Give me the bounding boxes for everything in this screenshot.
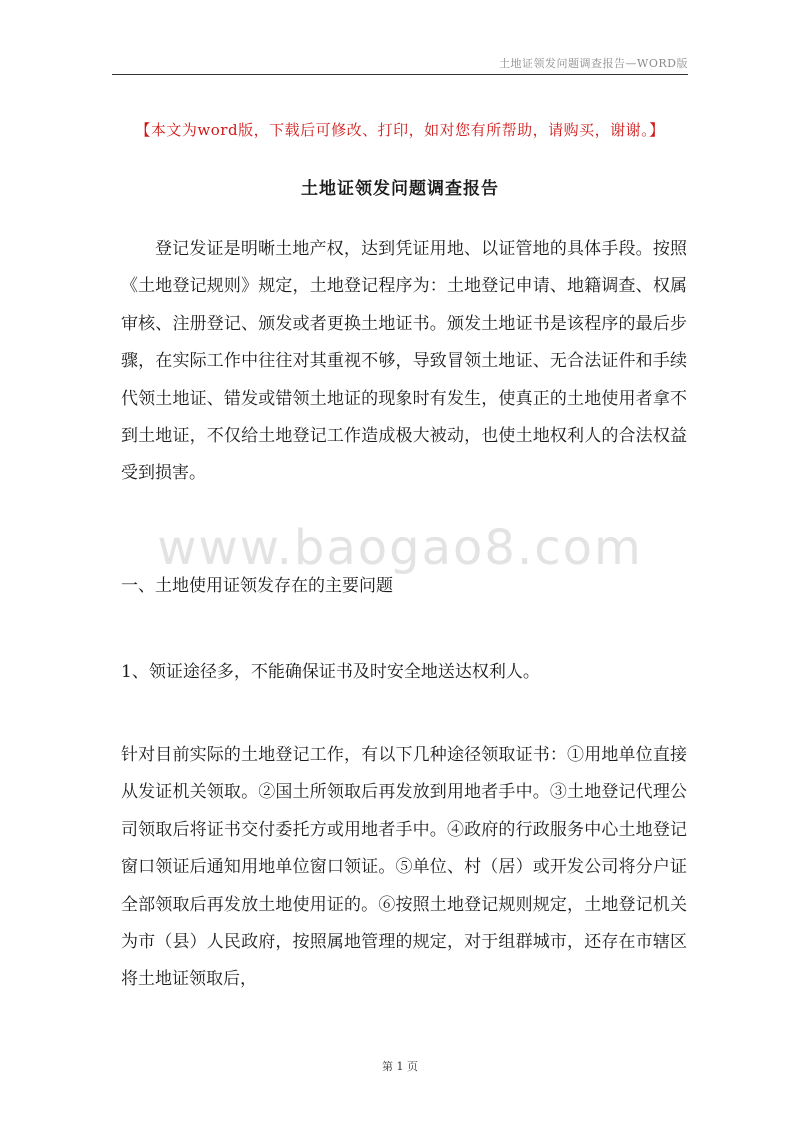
page-number: 第 1 页 [382,1060,418,1073]
header-divider [112,74,688,75]
body-paragraph: 针对目前实际的土地登记工作，有以下几种途径领取证书：①用地单位直接从发证机关领取。②国土所领取后再发放到用地者手中。③土地登记代理公司领取后将证书交付委托方或用地者手中。④政府的行政服务中心土地登记窗口领证后通知用地单位窗口领证。⑤单位、村（居）或开发公司将分户证全部领取后再发放土地使用证的。⑥按照土地登记规则规定，土地登记机关为市（县）人民政府，按照属地管理的规定，对于组群城市，还存在市辖区将土地证领取后， [121,745,687,990]
watermark: www.baogao8.com [157,520,643,576]
section-heading: 一、土地使用证领发存在的主要问题 [121,576,393,596]
purchase-notice: 【本文为word版，下载后可修改、打印，如对您有所帮助，请购买，谢谢。】 [135,121,665,139]
document-title: 土地证领发问题调查报告 [301,179,499,199]
running-header: 土地证领发问题调查报告—WORD版 [499,57,688,70]
intro-paragraph: 登记发证是明晰土地产权，达到凭证用地、以证管地的具体手段。按照《土地登记规则》规定，土地登记程序为：土地登记申请、地籍调查、权属审核、注册登记、颁发或者更换土地证书。颁发土地证书是该程序的最后步骤，在实际工作中往往对其重视不够，导致冒领土地证、无合法证件和手续代领土地证、错发或错领土地证的现象时有发生，使真正的土地使用者拿不到土地证，不仅给土地登记工作造成极大被动，也使土地权利人的合法权益受到损害。 [121,239,687,484]
subsection-heading: 1、领证途径多，不能确保证书及时安全地送达权利人。 [121,662,540,682]
